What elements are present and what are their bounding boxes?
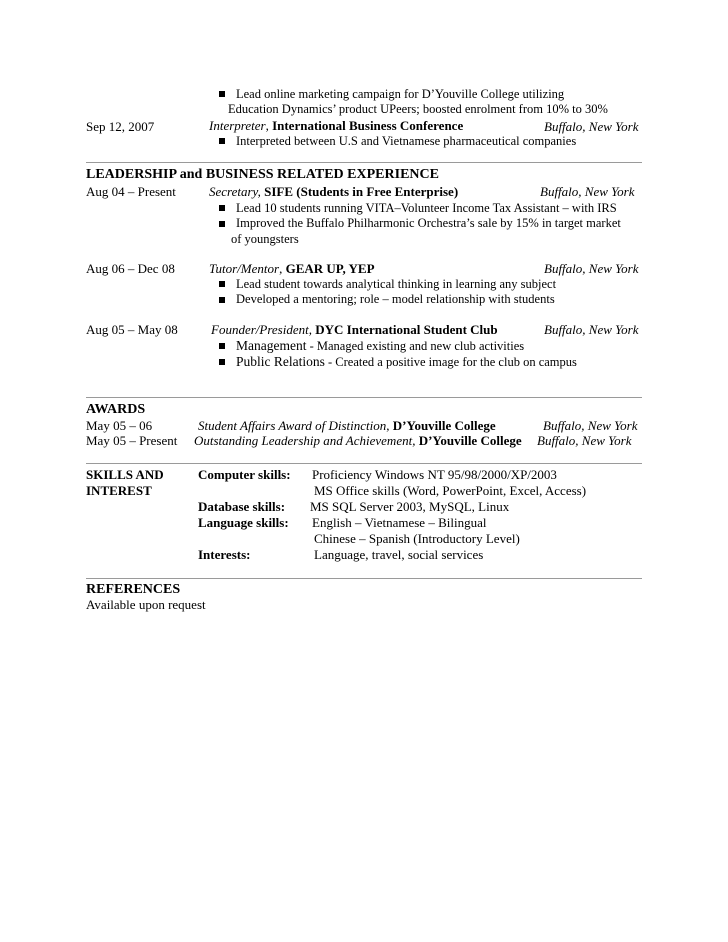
gearup-org: GEAR UP, YEP <box>285 261 375 276</box>
dyc-bullet1-text: - Managed existing and new club activities <box>306 339 525 353</box>
section-divider <box>86 162 642 163</box>
interpreter-sep: , <box>265 118 269 133</box>
section-divider <box>86 397 642 398</box>
language-skills-line2: Chinese – Spanish (Introductory Level) <box>314 531 520 546</box>
award-location: Buffalo, New York <box>537 433 632 448</box>
leadership-heading: LEADERSHIP and BUSINESS RELATED EXPERIENCE <box>86 167 439 182</box>
awards-heading: AWARDS <box>86 402 146 417</box>
gearup-date: Aug 06 – Dec 08 <box>86 261 175 276</box>
dyc-bullet2 <box>236 354 577 370</box>
sife-role: Secretary, <box>209 184 261 199</box>
bullet-marker <box>219 221 225 227</box>
dyc-bullet2-text: - Created a positive image for the club on campus <box>324 355 577 369</box>
interests-value: Language, travel, social services <box>314 547 484 562</box>
gearup-title <box>209 261 375 276</box>
sife-bullet1: Lead 10 students running VITA–Volunteer Income Tax Assistant – with IRS <box>236 201 617 215</box>
references-text: Available upon request <box>86 597 206 612</box>
dyc-bullet1 <box>236 338 524 354</box>
dyc-date: Aug 05 – May 08 <box>86 322 178 337</box>
bullet-marker <box>219 205 225 211</box>
gearup-role: Tutor/Mentor <box>209 261 280 276</box>
interpreter-bullet: Interpreted between U.S and Vietnamese pharmaceutical companies <box>236 134 577 148</box>
award-title <box>198 418 496 433</box>
award-title <box>194 433 522 448</box>
bullet-marker <box>219 281 225 287</box>
sife-date: Aug 04 – Present <box>86 184 176 199</box>
award-date: May 05 – Present <box>86 433 178 448</box>
dyc-bullet1-title: Management <box>236 338 307 353</box>
marketing-bullet-line2: Education Dynamics’ product UPeers; boosted enrolment from 10% to 30% <box>228 102 608 116</box>
bullet-marker <box>219 91 225 97</box>
database-skills-value: MS SQL Server 2003, MySQL, Linux <box>310 499 510 514</box>
interpreter-role: Interpreter <box>209 118 266 133</box>
section-divider <box>86 578 642 579</box>
award-name: Outstanding Leadership and Achievement, <box>194 433 416 448</box>
computer-skills-line2: MS Office skills (Word, PowerPoint, Excel, Access) <box>314 483 587 498</box>
gearup-sep: , <box>279 261 283 276</box>
sife-bullet2-line1: Improved the Buffalo Philharmonic Orchestra’s sale by 15% in target market <box>236 216 621 230</box>
bullet-marker <box>219 359 225 365</box>
computer-skills-line1: Proficiency Windows NT 95/98/2000/XP/2003 <box>312 467 557 482</box>
bullet-marker <box>219 138 225 144</box>
award-org: D’Youville College <box>392 418 496 433</box>
computer-skills-label: Computer skills: <box>198 467 291 482</box>
skills-heading-line1: SKILLS AND <box>86 467 164 482</box>
bullet-marker <box>219 343 225 349</box>
interests-label: Interests: <box>198 547 251 562</box>
award-org: D’Youville College <box>418 433 522 448</box>
award-date: May 05 – 06 <box>86 418 153 433</box>
gearup-location: Buffalo, New York <box>544 261 639 276</box>
award-sep: , <box>386 418 390 433</box>
database-skills-label: Database skills: <box>198 499 286 514</box>
sife-location: Buffalo, New York <box>540 184 635 199</box>
references-heading: REFERENCES <box>86 582 181 597</box>
sife-org: SIFE (Students in Free Enterprise) <box>264 184 459 199</box>
award-location: Buffalo, New York <box>543 418 638 433</box>
section-divider <box>86 463 642 464</box>
award-name: Student Affairs Award of Distinction <box>198 418 387 433</box>
bullet-marker <box>219 297 225 303</box>
interpreter-location: Buffalo, New York <box>544 119 639 134</box>
interpreter-date: Sep 12, 2007 <box>86 119 155 134</box>
interpreter-title <box>209 118 463 133</box>
gearup-bullet2: Developed a mentoring; role – model relationship with students <box>236 292 555 306</box>
skills-heading-line2: INTEREST <box>86 483 152 498</box>
dyc-org: DYC International Student Club <box>315 322 498 337</box>
marketing-bullet-line1: Lead online marketing campaign for D’Youville College utilizing <box>236 87 565 101</box>
sife-title <box>209 184 458 199</box>
gearup-bullet1: Lead student towards analytical thinking in learning any subject <box>236 277 557 291</box>
dyc-title <box>211 322 498 337</box>
language-skills-line1: English – Vietnamese – Bilingual <box>312 515 487 530</box>
dyc-role: Founder/President, <box>211 322 312 337</box>
dyc-bullet2-title: Public Relations <box>236 354 325 369</box>
interpreter-org: International Business Conference <box>272 118 464 133</box>
dyc-location: Buffalo, New York <box>544 322 639 337</box>
language-skills-label: Language skills: <box>198 515 289 530</box>
sife-bullet2-line2: of youngsters <box>231 232 299 246</box>
